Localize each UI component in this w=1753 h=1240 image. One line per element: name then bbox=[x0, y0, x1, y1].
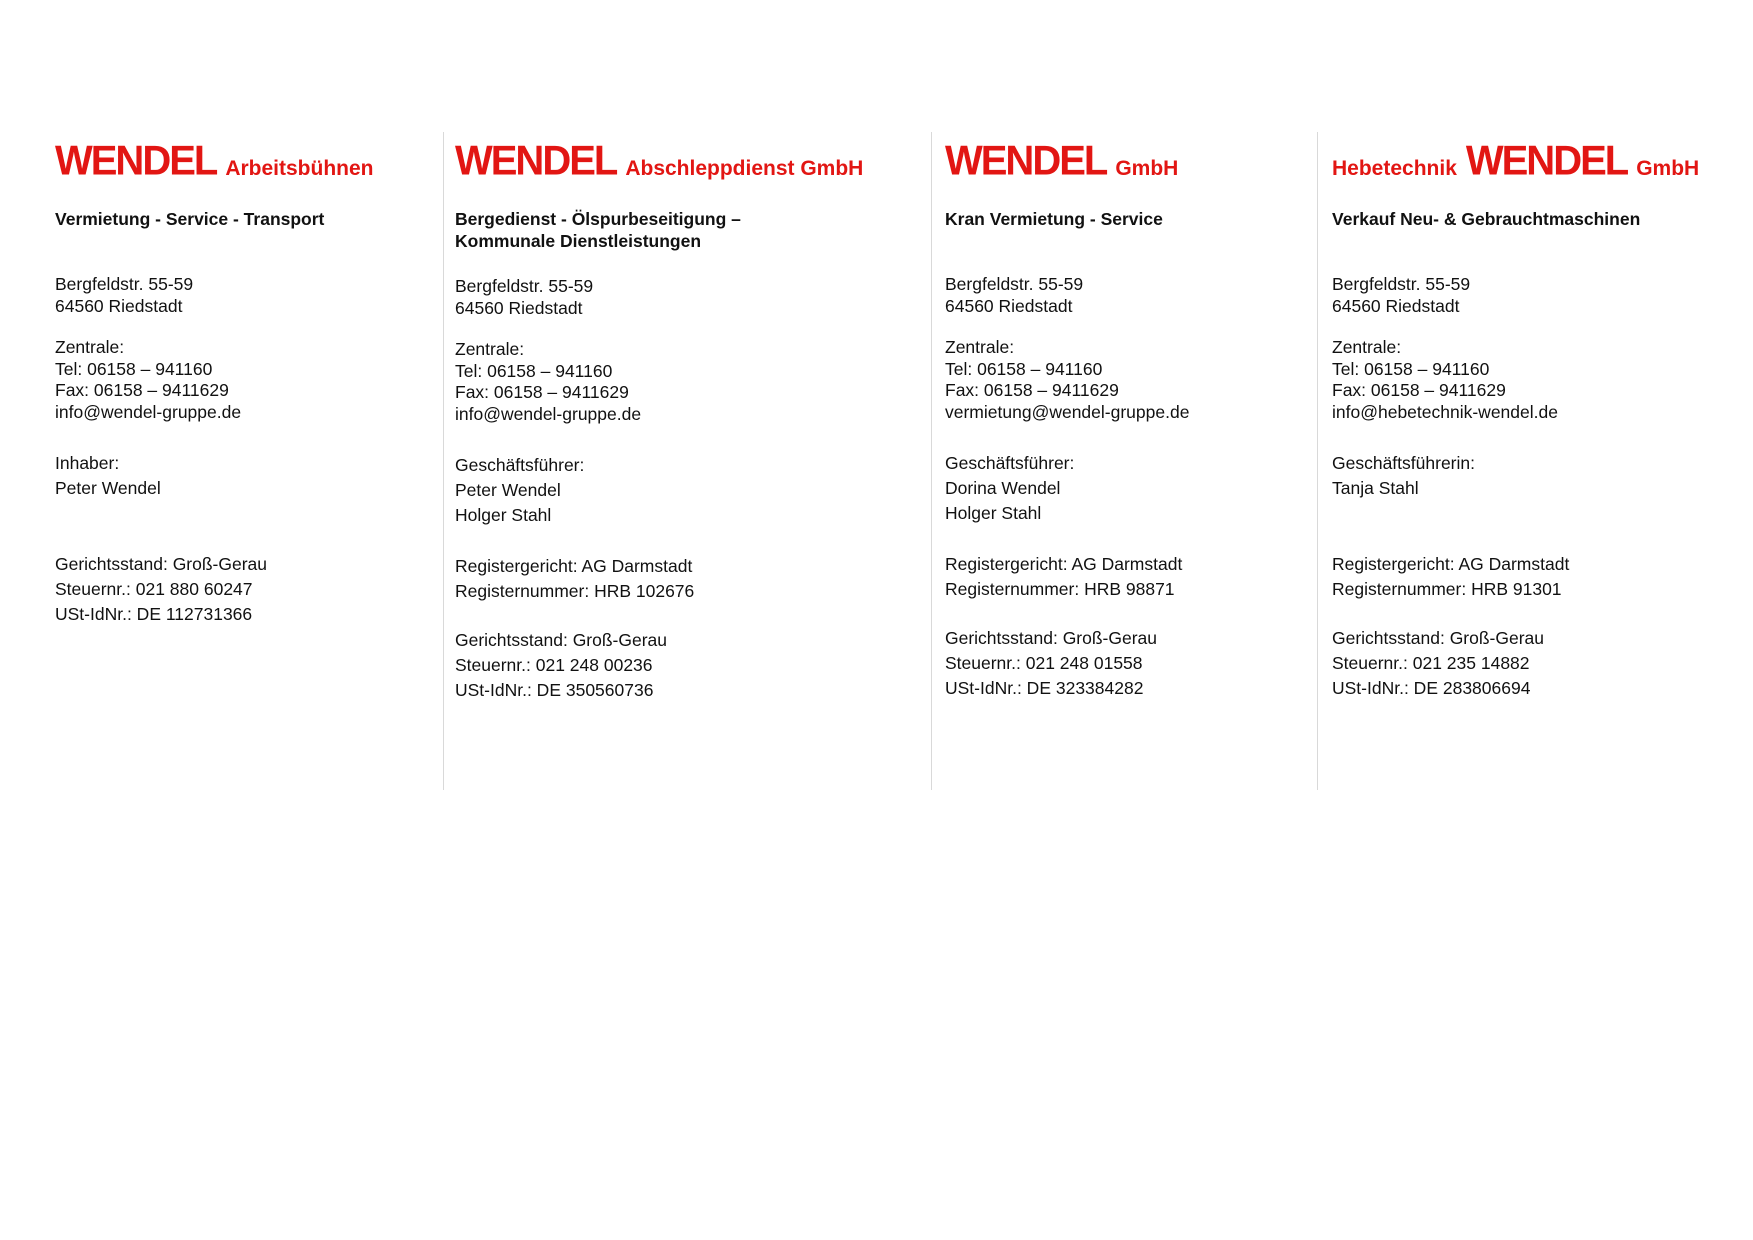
management-label: Geschäftsführer: bbox=[455, 454, 585, 475]
imprint-column-arbeitsbuehnen bbox=[55, 140, 427, 627]
column-divider bbox=[931, 132, 932, 790]
brand-logo bbox=[945, 140, 1305, 186]
contact-line: Tel: 06158 – 941160 bbox=[55, 358, 213, 379]
contact-block bbox=[455, 339, 917, 426]
legal-line: Steuernr.: 021 235 14882 bbox=[1332, 652, 1530, 673]
wendel-logo-mark: WENDEL bbox=[1465, 138, 1628, 184]
management-block bbox=[945, 451, 1305, 526]
contact-line: Fax: 06158 – 9411629 bbox=[1332, 380, 1506, 401]
address-block bbox=[55, 273, 427, 317]
register-block bbox=[455, 554, 917, 604]
contact-line: Fax: 06158 – 9411629 bbox=[55, 380, 229, 401]
register-block bbox=[1332, 552, 1744, 602]
address-line: Bergfeldstr. 55-59 bbox=[1332, 274, 1471, 294]
legal-line: USt-IdNr.: DE 283806694 bbox=[1332, 677, 1531, 698]
contact-line: Fax: 06158 – 9411629 bbox=[945, 380, 1119, 401]
contact-line: Zentrale: bbox=[455, 339, 525, 359]
management-label: Inhaber: bbox=[55, 452, 120, 473]
contact-block bbox=[55, 337, 427, 424]
contact-line: Tel: 06158 – 941160 bbox=[945, 358, 1103, 379]
company-subtitle bbox=[945, 208, 1305, 230]
subtitle-line: Vermietung - Service - Transport bbox=[55, 209, 325, 229]
column-divider bbox=[443, 132, 444, 790]
legal-block bbox=[455, 628, 917, 703]
management-label: Geschäftsführer: bbox=[945, 452, 1075, 473]
register-line: Registernummer: HRB 102676 bbox=[455, 580, 695, 601]
subtitle-line: Bergedienst - Ölspurbeseitigung – bbox=[455, 209, 741, 229]
address-line: Bergfeldstr. 55-59 bbox=[945, 274, 1084, 294]
address-line: Bergfeldstr. 55-59 bbox=[455, 276, 594, 296]
contact-email: info@hebetechnik-wendel.de bbox=[1332, 402, 1558, 423]
legal-line: USt-IdNr.: DE 350560736 bbox=[455, 679, 654, 700]
legal-line: Gerichtsstand: Groß-Gerau bbox=[945, 627, 1158, 648]
contact-block bbox=[1332, 337, 1744, 424]
wendel-logo-mark: WENDEL bbox=[55, 138, 217, 184]
brand-suffix: GmbH bbox=[1636, 157, 1700, 180]
legal-block bbox=[1332, 626, 1744, 701]
management-name: Dorina Wendel bbox=[945, 477, 1061, 498]
subtitle-line: Kran Vermietung - Service bbox=[945, 209, 1163, 229]
address-line: 64560 Riedstadt bbox=[455, 298, 583, 318]
contact-line: Zentrale: bbox=[1332, 337, 1402, 357]
legal-line: Steuernr.: 021 880 60247 bbox=[55, 578, 253, 599]
brand-logo bbox=[1332, 140, 1744, 186]
brand-suffix: Abschleppdienst GmbH bbox=[625, 157, 864, 180]
subtitle-line: Kommunale Dienstleistungen bbox=[455, 231, 702, 251]
subtitle-line: Verkauf Neu- & Gebrauchtmaschinen bbox=[1332, 209, 1641, 229]
register-line: Registergericht: AG Darmstadt bbox=[455, 555, 693, 576]
management-block bbox=[455, 453, 917, 528]
company-subtitle bbox=[455, 208, 917, 252]
legal-block bbox=[55, 552, 427, 627]
brand-prefix: Hebetechnik bbox=[1332, 157, 1457, 180]
brand-logo bbox=[455, 140, 917, 186]
contact-line: Tel: 06158 – 941160 bbox=[1332, 358, 1490, 379]
wendel-logo-mark: WENDEL bbox=[945, 138, 1107, 184]
address-line: 64560 Riedstadt bbox=[55, 296, 183, 316]
legal-line: USt-IdNr.: DE 112731366 bbox=[55, 603, 253, 624]
address-block bbox=[945, 273, 1305, 317]
management-name: Peter Wendel bbox=[55, 477, 161, 498]
legal-line: Gerichtsstand: Groß-Gerau bbox=[55, 553, 268, 574]
management-name: Holger Stahl bbox=[455, 504, 552, 525]
legal-line: Steuernr.: 021 248 01558 bbox=[945, 652, 1143, 673]
contact-email: vermietung@wendel-gruppe.de bbox=[945, 402, 1190, 423]
imprint-column-wendel-gmbh bbox=[945, 140, 1305, 701]
register-line: Registergericht: AG Darmstadt bbox=[1332, 553, 1570, 574]
contact-block bbox=[945, 337, 1305, 424]
legal-line: Steuernr.: 021 248 00236 bbox=[455, 654, 653, 675]
legal-line: USt-IdNr.: DE 323384282 bbox=[945, 677, 1144, 698]
legal-line: Gerichtsstand: Groß-Gerau bbox=[455, 629, 668, 650]
address-line: 64560 Riedstadt bbox=[945, 296, 1073, 316]
management-name: Holger Stahl bbox=[945, 502, 1042, 523]
register-line: Registernummer: HRB 91301 bbox=[1332, 578, 1562, 599]
brand-logo bbox=[55, 140, 427, 186]
imprint-column-hebetechnik bbox=[1332, 140, 1744, 701]
management-name: Peter Wendel bbox=[455, 479, 561, 500]
brand-suffix: Arbeitsbühnen bbox=[225, 157, 374, 180]
register-line: Registergericht: AG Darmstadt bbox=[945, 553, 1183, 574]
contact-line: Zentrale: bbox=[945, 337, 1015, 357]
contact-line: Zentrale: bbox=[55, 337, 125, 357]
register-line: Registernummer: HRB 98871 bbox=[945, 578, 1175, 599]
imprint-column-abschleppdienst bbox=[455, 140, 917, 703]
company-subtitle bbox=[55, 208, 427, 230]
legal-block bbox=[945, 626, 1305, 701]
brand-suffix: GmbH bbox=[1115, 157, 1179, 180]
address-block bbox=[455, 275, 917, 319]
management-block bbox=[1332, 451, 1744, 501]
management-name: Tanja Stahl bbox=[1332, 477, 1419, 498]
register-block bbox=[945, 552, 1305, 602]
management-block bbox=[55, 451, 427, 501]
legal-line: Gerichtsstand: Groß-Gerau bbox=[1332, 627, 1545, 648]
contact-line: Fax: 06158 – 9411629 bbox=[455, 382, 629, 403]
address-line: 64560 Riedstadt bbox=[1332, 296, 1460, 316]
contact-email: info@wendel-gruppe.de bbox=[455, 404, 642, 425]
contact-email: info@wendel-gruppe.de bbox=[55, 402, 242, 423]
address-block bbox=[1332, 273, 1744, 317]
address-line: Bergfeldstr. 55-59 bbox=[55, 274, 194, 294]
column-divider bbox=[1317, 132, 1318, 790]
contact-line: Tel: 06158 – 941160 bbox=[455, 360, 613, 381]
company-subtitle bbox=[1332, 208, 1744, 230]
wendel-logo-mark: WENDEL bbox=[455, 138, 617, 184]
management-label: Geschäftsführerin: bbox=[1332, 452, 1475, 473]
